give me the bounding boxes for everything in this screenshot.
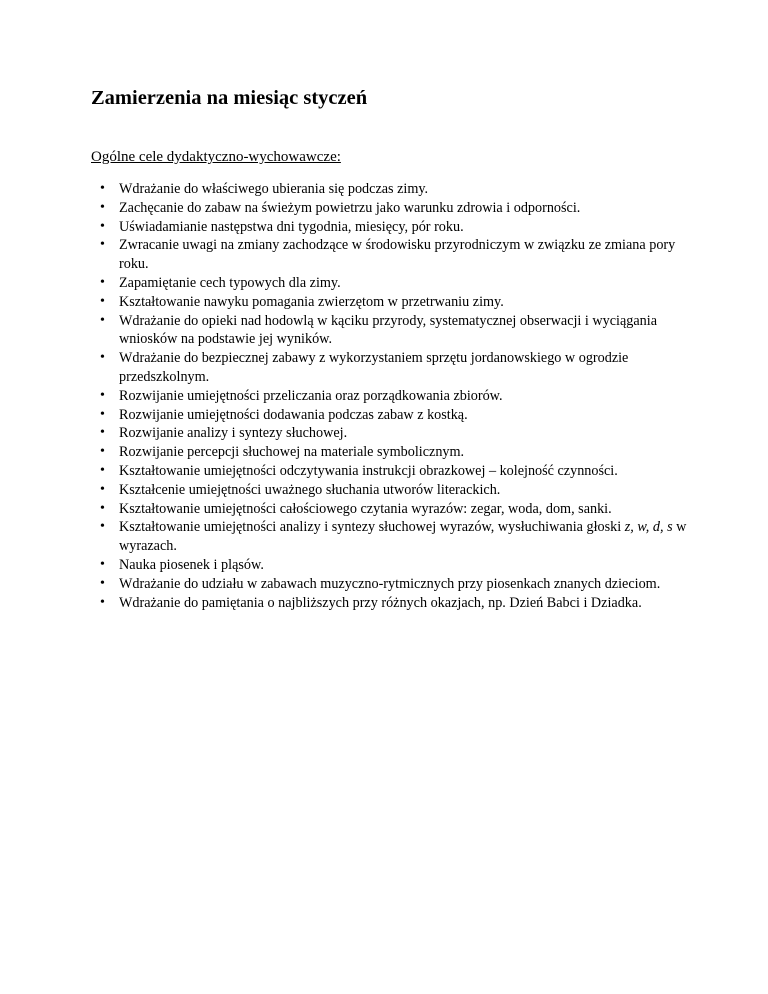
- list-item: • Rozwijanie umiejętności przeliczania oraz porządkowania zbiorów.: [91, 387, 691, 406]
- list-item: • Rozwijanie umiejętności dodawania podczas zabaw z kostką.: [91, 406, 691, 425]
- list-item: • Kształtowanie umiejętności całościowego czytania wyrazów: zegar, woda, dom, sanki.: [91, 500, 691, 519]
- list-item: • Wdrażanie do opieki nad hodowlą w kąciku przyrody, systematycznej obserwacji i wyciągania wniosków na podstawie jej wyników.: [91, 312, 691, 350]
- list-item: • Zachęcanie do zabaw na świeżym powietrzu jako warunku zdrowia i odporności.: [91, 199, 691, 218]
- list-item: • Kształcenie umiejętności uważnego słuchania utworów literackich.: [91, 481, 691, 500]
- list-item: • Kształtowanie umiejętności odczytywania instrukcji obrazkowej – kolejność czynności.: [91, 462, 691, 481]
- list-item: • Kształtowanie umiejętności analizy i syntezy słuchowej wyrazów, wysłuchiwania głoski z, w, d, s w wyrazach.: [91, 518, 691, 556]
- list-item: • Nauka piosenek i pląsów.: [91, 556, 691, 575]
- list-item: • Wdrażanie do bezpiecznej zabawy z wykorzystaniem sprzętu jordanowskiego w ogrodzie przedszkolnym.: [91, 349, 691, 387]
- list-item: • Uświadamianie następstwa dni tygodnia, miesięcy, pór roku.: [91, 218, 691, 237]
- italic-letters: z, w, d, s: [624, 519, 673, 536]
- list-item: • Rozwijanie percepcji słuchowej na materiale symbolicznym.: [91, 443, 691, 462]
- list-item: • Kształtowanie nawyku pomagania zwierzętom w przetrwaniu zimy.: [91, 293, 691, 312]
- list-item: • Wdrażanie do pamiętania o najbliższych przy różnych okazjach, np. Dzień Babci i Dziadka.: [91, 594, 691, 613]
- section-subtitle: Ogólne cele dydaktyczno-wychowawcze:: [91, 149, 341, 165]
- list-item: • Zapamiętanie cech typowych dla zimy.: [91, 274, 691, 293]
- goals-list: [91, 180, 691, 612]
- list-item: • Rozwijanie analizy i syntezy słuchowej.: [91, 424, 691, 443]
- page-title: Zamierzenia na miesiąc styczeń: [91, 87, 368, 109]
- list-item: • Zwracanie uwagi na zmiany zachodzące w środowisku przyrodniczym w związku ze zmiana pory roku.: [91, 236, 691, 274]
- list-item: • Wdrażanie do właściwego ubierania się podczas zimy.: [91, 180, 691, 199]
- list-item: • Wdrażanie do udziału w zabawach muzyczno-rytmicznych przy piosenkach znanych dzieciom.: [91, 575, 691, 594]
